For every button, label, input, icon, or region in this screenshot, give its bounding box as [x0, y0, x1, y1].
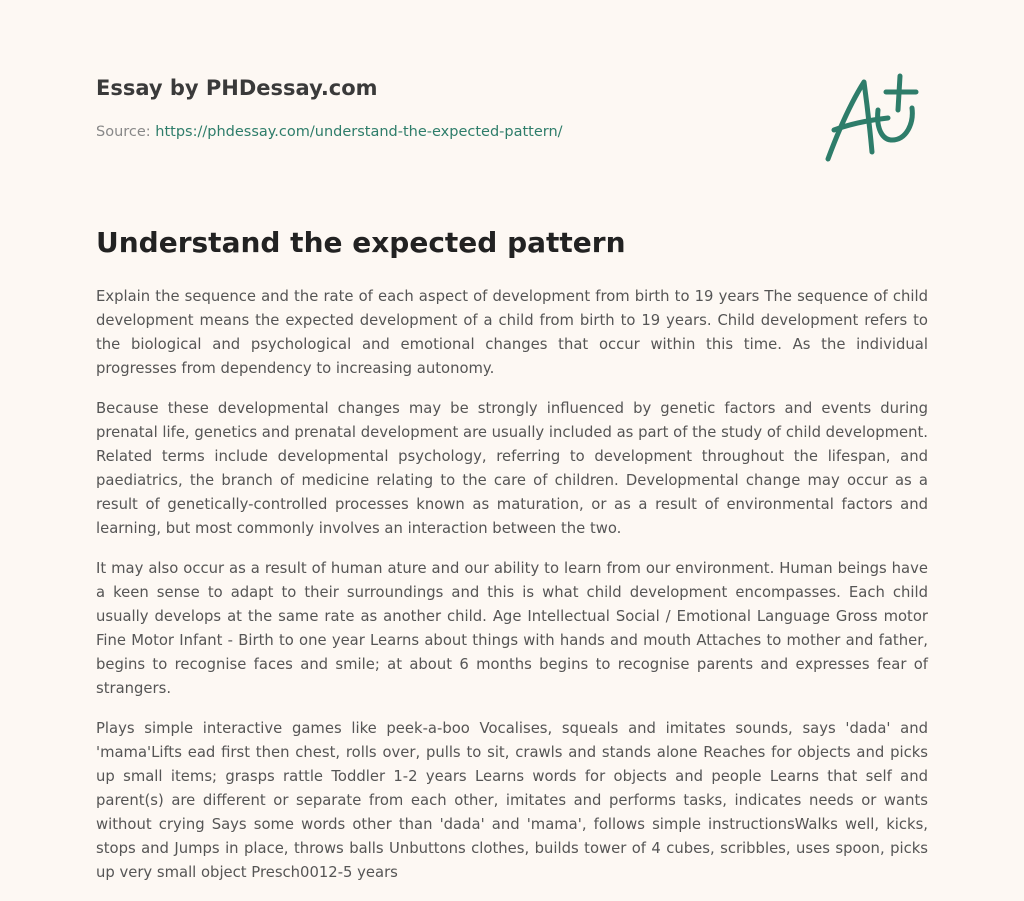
site-brand: Essay by PHDessay.com: [96, 76, 378, 100]
essay-paragraph: Plays simple interactive games like peek-a-boo Vocalises, squeals and imitates sounds, says 'dada' and 'mama'Lifts ead first then chest, rolls over, pulls to sit, crawls and stands alone Reaches for objects and picks up small items; grasps rattle Toddler 1-2 years Learns words for objects and people Learns that self and parent(s) are different or separate from each other, imitates and performs tasks, indicates needs or wants without crying Says some words other than 'dada' and 'mama', follows simple instructionsWalks well, kicks, stops and Jumps in place, throws balls Unbuttons clothes, builds tower of 4 cubes, scribbles, uses spoon, picks up very small object Presch0012-5 years: [96, 720, 928, 881]
source-line: [96, 124, 563, 140]
essay-paragraph: Because these developmental changes may be strongly influenced by genetic factors and events during prenatal life, genetics and prenatal development are usually included as part of the study of child development. Related terms include developmental psychology, referring to development throughout the lifespan, and paediatrics, the branch of medicine relating to the care of children. Developmental change may occur as a result of genetically-controlled processes known as maturation, or as a result of environmental factors and learning, but most commonly involves an interaction between the two.: [96, 400, 928, 537]
source-link[interactable]: https://phdessay.com/understand-the-expected-pattern/: [155, 124, 563, 140]
source-label: Source:: [96, 124, 151, 140]
essay-body: [96, 285, 928, 901]
a-plus-grade-icon: [820, 70, 924, 166]
essay-title: Understand the expected pattern: [96, 226, 626, 259]
essay-paragraph: Explain the sequence and the rate of each aspect of development from birth to 19 years The sequence of child development means the expected development of a child from birth to 19 years. Child development refers to the biological and psychological and emotional changes that occur within this time. As the individual progresses from dependency to increasing autonomy.: [96, 288, 928, 377]
essay-paragraph: It may also occur as a result of human ature and our ability to learn from our environment. Human beings have a keen sense to adapt to their surroundings and this is what child development encompasses. Each child usually develops at the same rate as another child. Age Intellectual Social / Emotional Language Gross motor Fine Motor Infant - Birth to one year Learns about things with hands and mouth Attaches to mother and father, begins to recognise faces and smile; at about 6 months begins to recognise parents and expresses fear of strangers.: [96, 560, 928, 697]
